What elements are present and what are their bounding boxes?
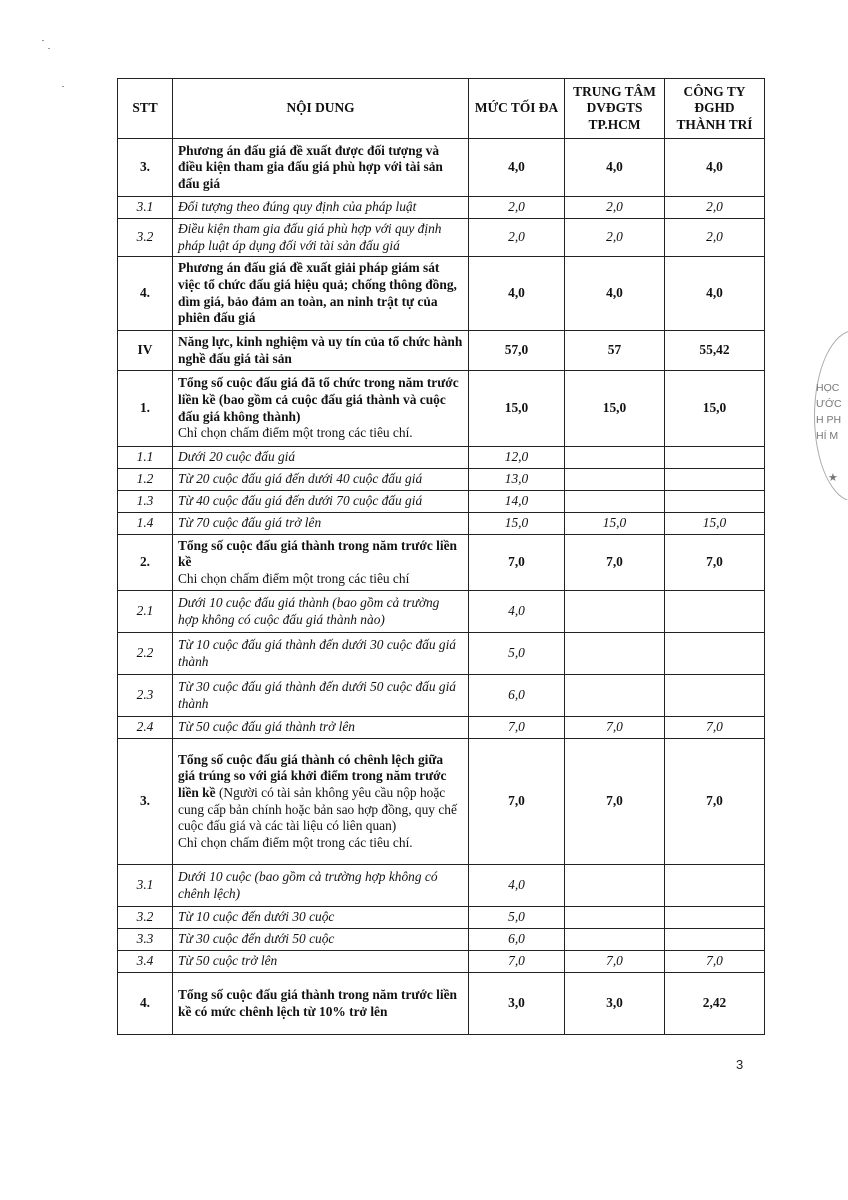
table-row bbox=[118, 513, 765, 535]
row-score-b: 4,0 bbox=[665, 257, 765, 331]
row-content: Từ 30 cuộc đấu giá thành đến dưới 50 cuộc đấu giá thành bbox=[173, 675, 469, 717]
row-content: Dưới 10 cuộc (bao gồm cả trường hợp không có chênh lệch) bbox=[173, 865, 469, 907]
table-row bbox=[118, 197, 765, 219]
row-max: 4,0 bbox=[469, 139, 565, 197]
row-score-a bbox=[565, 469, 665, 491]
row-max: 7,0 bbox=[469, 717, 565, 739]
row-score-a bbox=[565, 633, 665, 675]
row-max: 2,0 bbox=[469, 197, 565, 219]
row-score-b bbox=[665, 907, 765, 929]
table-row bbox=[118, 257, 765, 331]
table-row bbox=[118, 973, 765, 1035]
row-max: 15,0 bbox=[469, 513, 565, 535]
scan-speck bbox=[62, 86, 64, 87]
row-score-b: 7,0 bbox=[665, 717, 765, 739]
table-row bbox=[118, 675, 765, 717]
row-content: Dưới 10 cuộc đấu giá thành (bao gồm cả trường hợp không có cuộc đấu giá thành nào) bbox=[173, 591, 469, 633]
row-score-b: 15,0 bbox=[665, 513, 765, 535]
row-content: Từ 70 cuộc đấu giá trở lên bbox=[173, 513, 469, 535]
row-score-b bbox=[665, 491, 765, 513]
row-content: Từ 30 cuộc đến dưới 50 cuộc bbox=[173, 929, 469, 951]
row-score-b bbox=[665, 447, 765, 469]
row-stt: 1.3 bbox=[118, 491, 173, 513]
seal-line: ƯỚC bbox=[816, 398, 842, 410]
seal-line: H PH bbox=[816, 414, 842, 426]
row-score-a: 15,0 bbox=[565, 513, 665, 535]
row-max: 14,0 bbox=[469, 491, 565, 513]
table-row bbox=[118, 371, 765, 447]
table-row bbox=[118, 139, 765, 197]
row-score-a bbox=[565, 929, 665, 951]
row-stt: 4. bbox=[118, 257, 173, 331]
row-content bbox=[173, 371, 469, 447]
seal-text bbox=[816, 380, 842, 444]
row-stt: 3. bbox=[118, 139, 173, 197]
row-max: 13,0 bbox=[469, 469, 565, 491]
row-score-a: 4,0 bbox=[565, 139, 665, 197]
row-stt: 1.4 bbox=[118, 513, 173, 535]
row-max: 5,0 bbox=[469, 633, 565, 675]
row-score-b: 2,0 bbox=[665, 197, 765, 219]
row-score-a bbox=[565, 865, 665, 907]
row-content-tail: (Người có tài sản không yêu cầu nộp hoặc cung cấp bản chính hoặc bản sao hợp đồng, quy chế cuộc đấu giá và các tài liệu có liên quan) bbox=[178, 784, 457, 834]
header-content: NỘI DUNG bbox=[173, 79, 469, 139]
row-score-a: 7,0 bbox=[565, 951, 665, 973]
row-score-a bbox=[565, 675, 665, 717]
row-content: Phương án đấu giá đề xuất giải pháp giám sát việc tổ chức đấu giá hiệu quả; chống thông đồng, dìm giá, bảo đảm an toàn, an ninh trật tự của phiên đấu giá bbox=[173, 257, 469, 331]
table-row bbox=[118, 591, 765, 633]
row-stt: 2.3 bbox=[118, 675, 173, 717]
row-max: 3,0 bbox=[469, 973, 565, 1035]
table-row bbox=[118, 951, 765, 973]
page-number: 3 bbox=[736, 1057, 744, 1072]
row-score-a: 57 bbox=[565, 331, 665, 371]
scan-speck bbox=[42, 40, 44, 41]
row-score-b bbox=[665, 633, 765, 675]
header-trung-tam: TRUNG TÂM DVĐGTS TP.HCM bbox=[565, 79, 665, 139]
row-score-b: 2,42 bbox=[665, 973, 765, 1035]
row-content-text: Tổng số cuộc đấu giá thành có chênh lệch giữa giá trúng so với giá khởi điểm trong năm trước liền kề bbox=[178, 751, 447, 800]
row-content: Từ 50 cuộc trở lên bbox=[173, 951, 469, 973]
row-stt: 4. bbox=[118, 973, 173, 1035]
seal-star-icon: ★ bbox=[828, 472, 838, 484]
row-score-a: 2,0 bbox=[565, 219, 665, 257]
row-stt: 3.2 bbox=[118, 219, 173, 257]
row-score-b: 55,42 bbox=[665, 331, 765, 371]
seal-line: HÍ M bbox=[816, 430, 839, 442]
row-stt: 2.1 bbox=[118, 591, 173, 633]
row-max: 2,0 bbox=[469, 219, 565, 257]
row-score-b bbox=[665, 865, 765, 907]
table-row bbox=[118, 469, 765, 491]
row-content bbox=[173, 739, 469, 865]
row-score-b bbox=[665, 469, 765, 491]
row-score-b: 15,0 bbox=[665, 371, 765, 447]
row-content: Từ 40 cuộc đấu giá đến dưới 70 cuộc đấu giá bbox=[173, 491, 469, 513]
table-row bbox=[118, 865, 765, 907]
row-stt: IV bbox=[118, 331, 173, 371]
row-note: Chi chọn chấm điểm một trong các tiêu chí bbox=[178, 570, 410, 586]
header-stt: STT bbox=[118, 79, 173, 139]
row-score-a: 15,0 bbox=[565, 371, 665, 447]
row-stt: 2.4 bbox=[118, 717, 173, 739]
row-score-a: 3,0 bbox=[565, 973, 665, 1035]
row-stt: 1.2 bbox=[118, 469, 173, 491]
row-score-b bbox=[665, 591, 765, 633]
seal-line: HỌC bbox=[816, 382, 840, 394]
header-cong-ty: CÔNG TY ĐGHD THÀNH TRÍ bbox=[665, 79, 765, 139]
row-max: 4,0 bbox=[469, 257, 565, 331]
table-row bbox=[118, 907, 765, 929]
table-row bbox=[118, 739, 765, 865]
row-content: Điều kiện tham gia đấu giá phù hợp với quy định pháp luật áp dụng đối với tài sản đấu giá bbox=[173, 219, 469, 257]
table-row bbox=[118, 535, 765, 591]
row-score-a bbox=[565, 491, 665, 513]
header-max-score: MỨC TỐI ĐA bbox=[469, 79, 565, 139]
row-stt: 3.1 bbox=[118, 865, 173, 907]
row-max: 7,0 bbox=[469, 739, 565, 865]
row-score-a bbox=[565, 447, 665, 469]
row-stt: 3.1 bbox=[118, 197, 173, 219]
table-row bbox=[118, 447, 765, 469]
table-row bbox=[118, 219, 765, 257]
row-max: 15,0 bbox=[469, 371, 565, 447]
row-score-a: 7,0 bbox=[565, 739, 665, 865]
scan-speck bbox=[48, 48, 50, 49]
row-content: Từ 10 cuộc đấu giá thành đến dưới 30 cuộc đấu giá thành bbox=[173, 633, 469, 675]
row-content: Dưới 20 cuộc đấu giá bbox=[173, 447, 469, 469]
row-score-b bbox=[665, 929, 765, 951]
row-stt: 1. bbox=[118, 371, 173, 447]
row-content-text: Tổng số cuộc đấu giá đã tổ chức trong năm trước liền kề (bao gồm cả cuộc đấu giá thành và cuộc đấu giá không thành) bbox=[178, 375, 459, 424]
row-content: Từ 10 cuộc đến dưới 30 cuộc bbox=[173, 907, 469, 929]
row-stt: 3. bbox=[118, 739, 173, 865]
row-content: Từ 20 cuộc đấu giá đến dưới 40 cuộc đấu giá bbox=[173, 469, 469, 491]
row-score-a: 2,0 bbox=[565, 197, 665, 219]
row-max: 7,0 bbox=[469, 535, 565, 591]
row-max: 6,0 bbox=[469, 929, 565, 951]
row-content: Từ 50 cuộc đấu giá thành trở lên bbox=[173, 717, 469, 739]
row-stt: 2. bbox=[118, 535, 173, 591]
seal-stamp bbox=[804, 330, 848, 500]
row-note: Chỉ chọn chấm điểm một trong các tiêu chí. bbox=[178, 834, 413, 850]
row-content bbox=[173, 535, 469, 591]
table-header-row bbox=[118, 79, 765, 139]
row-score-b: 7,0 bbox=[665, 951, 765, 973]
row-content: Phương án đấu giá đề xuất được đối tượng và điều kiện tham gia đấu giá phù hợp với tài sản đấu giá bbox=[173, 139, 469, 197]
table-row bbox=[118, 491, 765, 513]
row-score-a: 7,0 bbox=[565, 717, 665, 739]
row-max: 12,0 bbox=[469, 447, 565, 469]
row-score-a bbox=[565, 591, 665, 633]
row-score-a: 7,0 bbox=[565, 535, 665, 591]
row-stt: 3.2 bbox=[118, 907, 173, 929]
row-max: 5,0 bbox=[469, 907, 565, 929]
table-row bbox=[118, 929, 765, 951]
row-max: 4,0 bbox=[469, 865, 565, 907]
row-stt: 1.1 bbox=[118, 447, 173, 469]
row-stt: 3.4 bbox=[118, 951, 173, 973]
row-stt: 3.3 bbox=[118, 929, 173, 951]
row-max: 6,0 bbox=[469, 675, 565, 717]
section-row bbox=[118, 331, 765, 371]
row-max: 7,0 bbox=[469, 951, 565, 973]
row-content: Tổng số cuộc đấu giá thành trong năm trước liền kề có mức chênh lệch từ 10% trở lên bbox=[173, 973, 469, 1035]
table-row bbox=[118, 717, 765, 739]
row-score-b: 7,0 bbox=[665, 739, 765, 865]
row-max: 4,0 bbox=[469, 591, 565, 633]
table-row bbox=[118, 633, 765, 675]
row-stt: 2.2 bbox=[118, 633, 173, 675]
row-max: 57,0 bbox=[469, 331, 565, 371]
row-content-text: Tổng số cuộc đấu giá thành trong năm trước liền kề bbox=[178, 537, 457, 570]
row-content: Năng lực, kinh nghiệm và uy tín của tổ chức hành nghề đấu giá tài sản bbox=[173, 331, 469, 371]
scoring-table bbox=[117, 78, 765, 1035]
row-score-b: 4,0 bbox=[665, 139, 765, 197]
row-score-b: 7,0 bbox=[665, 535, 765, 591]
row-note: Chỉ chọn chấm điểm một trong các tiêu chí. bbox=[178, 425, 413, 441]
row-content: Đối tượng theo đúng quy định của pháp luật bbox=[173, 197, 469, 219]
row-score-b bbox=[665, 675, 765, 717]
row-score-a bbox=[565, 907, 665, 929]
row-score-b: 2,0 bbox=[665, 219, 765, 257]
row-score-a: 4,0 bbox=[565, 257, 665, 331]
